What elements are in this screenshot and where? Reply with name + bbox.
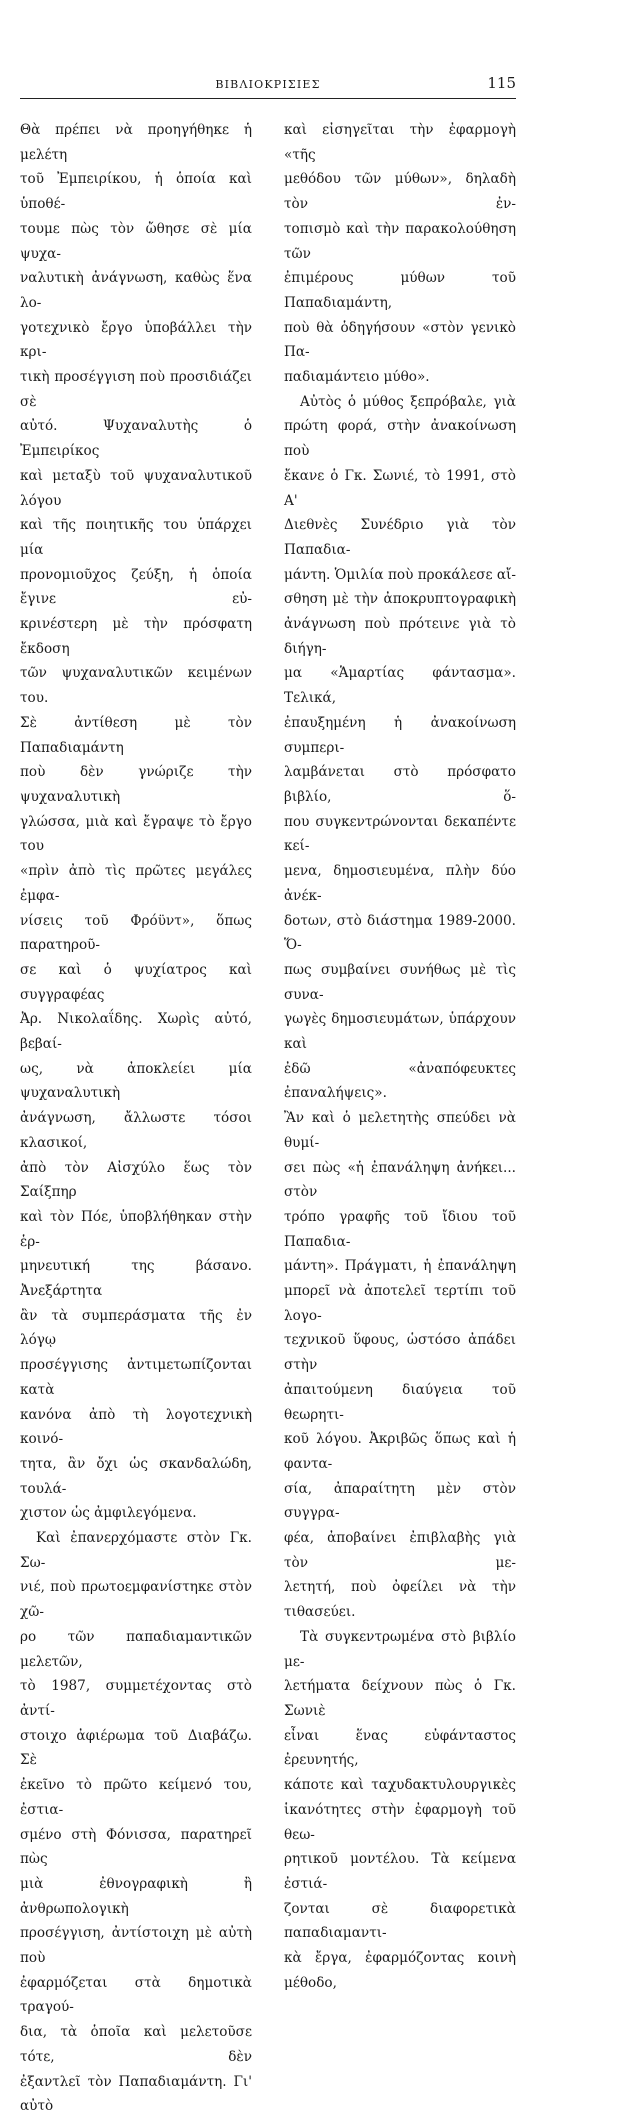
running-header: [20, 74, 516, 100]
text-line: σε καὶ ὁ ψυχίατρος καὶ συγγραφέας: [20, 961, 252, 1003]
text-line: μενα, δημοσιευμένα, πλὴν δύο ἀνέκ-: [284, 863, 516, 904]
header-rule: [20, 98, 516, 99]
text-line: δοτων, στὸ διάστημα 1989-2000. Ὅ-: [284, 912, 516, 954]
text-line: ἐδῶ «ἀναπόφευκτες ἐπαναλήψεις».: [284, 1060, 516, 1102]
text-line: Τὰ συγκεντρωμένα στὸ βιβλίο με-: [284, 1628, 516, 1670]
text-line: ἐφαρμόζεται στὰ δημοτικὰ τραγού-: [20, 1974, 252, 2016]
text-line: μεθόδου τῶν μύθων», δηλαδὴ τὸν ἐν-: [284, 171, 516, 213]
left-column: [20, 118, 252, 2119]
text-line: Σὲ ἀντίθεση μὲ τὸν Παπαδιαμάντη: [20, 714, 252, 756]
text-line: στοιχο ἀφιέρωμα τοῦ Διαβάζω. Σὲ: [20, 1727, 252, 1769]
text-line: σει πὼς «ἡ ἐπανάληψη ἀνήκει... στὸν: [284, 1159, 516, 1201]
text-line: γλώσσα, μιὰ καὶ ἔγραψε τὸ ἔργο του: [20, 813, 252, 855]
text-line: ἀνάγνωση ποὺ πρότεινε γιὰ τὸ διήγη-: [284, 616, 516, 657]
text-line: τικὴ προσέγγιση ποὺ προσιδιάζει σὲ: [20, 369, 252, 410]
text-line: τοῦ Ἐμπειρίκου, ἡ ὁποία καὶ ὑποθέ-: [20, 171, 252, 213]
text-line: Διεθνὲς Συνέδριο γιὰ τὸν Παπαδια-: [284, 517, 516, 558]
text-line: ποὺ θὰ ὁδηγήσουν «στὸν γενικὸ Πα-: [284, 319, 516, 361]
text-line: καὶ εἰσηγεῖται τὴν ἐφαρμογὴ «τῆς: [284, 122, 516, 163]
text-line: ρητικοῦ μοντέλου. Τὰ κείμενα ἐστιά-: [284, 1851, 516, 1892]
running-title: ΒΙΒΛΙΟΚΡΙΣΙΕΣ: [215, 78, 321, 91]
text-line: μάντη. Ὁμιλία ποὺ προκάλεσε αἴ-: [284, 566, 516, 583]
text-line: τουμε πὼς τὸν ὤθησε σὲ μία ψυχα-: [20, 220, 252, 262]
text-line: προσέγγισης ἀντιμετωπίζονται κατὰ: [20, 1357, 252, 1398]
text-line: ποὺ δὲν γνώριζε τὴν ψυχαναλυτικὴ: [20, 764, 252, 805]
text-line: νιέ, ποὺ πρωτοεμφανίστηκε στὸν χῶ-: [20, 1579, 252, 1621]
text-line: τῶν ψυχαναλυτικῶν κειμένων του.: [20, 665, 252, 707]
text-line: γωγὲς δημοσιευμάτων, ὑπάρχουν καὶ: [284, 1011, 516, 1053]
text-line: κάποτε καὶ ταχυδακτυλουργικὲς: [284, 1777, 516, 1794]
text-line: ἐξαντλεῖ τὸν Παπαδιαμάντη. Γι' αὐτὸ: [20, 2073, 252, 2115]
text-line: λαμβάνεται στὸ πρόσφατο βιβλίο, ὅ-: [284, 764, 516, 805]
text-line: μπορεῖ νὰ ἀποτελεῖ τερτίπι τοῦ λογο-: [284, 1283, 516, 1324]
text-line: καὶ μεταξὺ τοῦ ψυχαναλυτικοῦ λόγου: [20, 467, 252, 509]
text-line: «πρὶν ἀπὸ τὶς πρῶτες μεγάλες ἐμφα-: [20, 863, 252, 904]
text-line: κὰ ἔργα, ἐφαρμόζοντας κοινὴ μέθοδο,: [284, 1950, 516, 1991]
text-line: μηνευτική της βάσανο. Ἀνεξάρτητα: [20, 1258, 252, 1300]
page-number: 115: [487, 74, 516, 92]
text-line: ζονται σὲ διαφορετικὰ παπαδιαμαντι-: [284, 1900, 516, 1942]
text-line: ἀνάγνωση, ἄλλωστε τόσοι κλασικοί,: [20, 1110, 252, 1151]
text-line: Ἀρ. Νικολαΐδης. Χωρὶς αὐτό, βεβαί-: [20, 1011, 252, 1053]
text-line: σία, ἀπαραίτητη μὲν στὸν συγγρα-: [284, 1480, 516, 1522]
text-line: κανόνα ἀπὸ τὴ λογοτεχνικὴ κοινό-: [20, 1406, 252, 1448]
text-line: δια, τὰ ὁποῖα καὶ μελετοῦσε τότε, δὲν: [20, 2024, 252, 2065]
text-line: πρώτη φορά, στὴν ἀνακοίνωση ποὺ: [284, 418, 516, 460]
text-line: λετήματα δείχνουν πὼς ὁ Γκ. Σωνιὲ: [284, 1678, 516, 1719]
text-line: τητα, ἂν ὄχι ὡς σκανδαλώδη, τουλά-: [20, 1455, 252, 1497]
text-line: ρο τῶν παπαδιαμαντικῶν μελετῶν,: [20, 1628, 252, 1670]
text-line: αὐτό. Ψυχαναλυτὴς ὁ Ἐμπειρίκος: [20, 418, 252, 460]
text-line: τεχνικοῦ ὕφους, ὡστόσο ἀπάδει στὴν: [284, 1332, 516, 1374]
text-line: μα «Ἁμαρτίας φάντασμα». Τελικά,: [284, 665, 516, 707]
text-line: Καὶ ἐπανερχόμαστε στὸν Γκ. Σω-: [20, 1530, 252, 1571]
text-line: χιστον ὡς ἀμφιλεγόμενα.: [20, 1505, 197, 1522]
text-line: καὶ τὸν Πόε, ὑποβλήθηκαν στὴν ἑρ-: [20, 1208, 252, 1250]
text-line: ως, νὰ ἀποκλείει μία ψυχαναλυτικὴ: [20, 1060, 252, 1102]
text-line: πως συμβαίνει συνήθως μὲ τὶς συνα-: [284, 961, 516, 1003]
text-line: σθηση μὲ τὴν ἀποκρυπτογραφικὴ: [284, 591, 516, 608]
text-line: ἱκανότητες στὴν ἐφαρμογὴ τοῦ θεω-: [284, 1801, 516, 1843]
text-line: φέα, ἀποβαίνει ἐπιβλαβὴς γιὰ τὸν με-: [284, 1530, 516, 1571]
text-line: Θὰ πρέπει νὰ προηγήθηκε ἡ μελέτη: [20, 122, 252, 163]
text-line: τὸ 1987, συμμετέχοντας στὸ ἀντί-: [20, 1678, 252, 1719]
text-line: παδιαμάντειο μύθο».: [284, 369, 430, 386]
text-line: μιὰ ἐθνογραφικὴ ἢ ἀνθρωπολογικὴ: [20, 1875, 252, 1917]
text-line: τοπισμὸ καὶ τὴν παρακολούθηση τῶν: [284, 220, 516, 262]
text-line: σμένο στὴ Φόνισσα, παρατηρεῖ πὼς: [20, 1826, 252, 1868]
text-line: Ἂν καὶ ὁ μελετητὴς σπεύδει νὰ θυμί-: [284, 1110, 516, 1151]
text-line: κρινέστερη μὲ τὴν πρόσφατη ἔκδοση: [20, 616, 252, 657]
text-line: νίσεις τοῦ Φρόϋντ», ὅπως παρατηροῦ-: [20, 912, 252, 954]
text-line: γοτεχνικὸ ἔργο ὑποβάλλει τὴν κρι-: [20, 319, 252, 361]
text-line: προσέγγιση, ἀντίστοιχη μὲ αὐτὴ ποὺ: [20, 1925, 252, 1967]
text-line: ἀπὸ τὸν Αἰσχύλο ἕως τὸν Σαίξπηρ: [20, 1159, 252, 1201]
text-line: ἐπιμέρους μύθων τοῦ Παπαδιαμάντη,: [284, 270, 516, 311]
text-line: ἀπαιτούμενη διαύγεια τοῦ θεωρητι-: [284, 1381, 516, 1423]
text-line: που συγκεντρώνονται δεκαπέντε κεί-: [284, 813, 516, 855]
text-line: τρόπο γραφῆς τοῦ ἴδιου τοῦ Παπαδια-: [284, 1208, 516, 1250]
text-line: εἶναι ἕνας εὐφάνταστος ἐρευνητής,: [284, 1727, 516, 1769]
text-line: προνομιοῦχος ζεύξη, ἡ ὁποία ἔγινε εὐ-: [20, 566, 252, 608]
right-column: [284, 118, 516, 1995]
text-line: ναλυτικὴ ἀνάγνωση, καθὼς ἕνα λο-: [20, 270, 252, 311]
text-line: κοῦ λόγου. Ἀκριβῶς ὅπως καὶ ἡ φαντα-: [284, 1431, 516, 1472]
text-line: μάντη». Πράγματι, ἡ ἐπανάληψη: [284, 1258, 516, 1275]
text-line: καὶ τῆς ποιητικῆς του ὑπάρχει μία: [20, 517, 252, 558]
text-line: ἔκανε ὁ Γκ. Σωνιέ, τὸ 1991, στὸ Α': [284, 467, 516, 509]
text-line: ἐπαυξημένη ἡ ἀνακοίνωση συμπερι-: [284, 714, 516, 756]
text-line: λετητή, ποὺ ὀφείλει νὰ τὴν τιθασεύει.: [284, 1579, 516, 1621]
text-line: ἂν τὰ συμπεράσματα τῆς ἐν λόγῳ: [20, 1307, 252, 1349]
text-line: ἐκεῖνο τὸ πρῶτο κείμενό του, ἐστια-: [20, 1777, 252, 1818]
text-line: Αὐτὸς ὁ μύθος ξεπρόβαλε, γιὰ: [300, 393, 516, 410]
